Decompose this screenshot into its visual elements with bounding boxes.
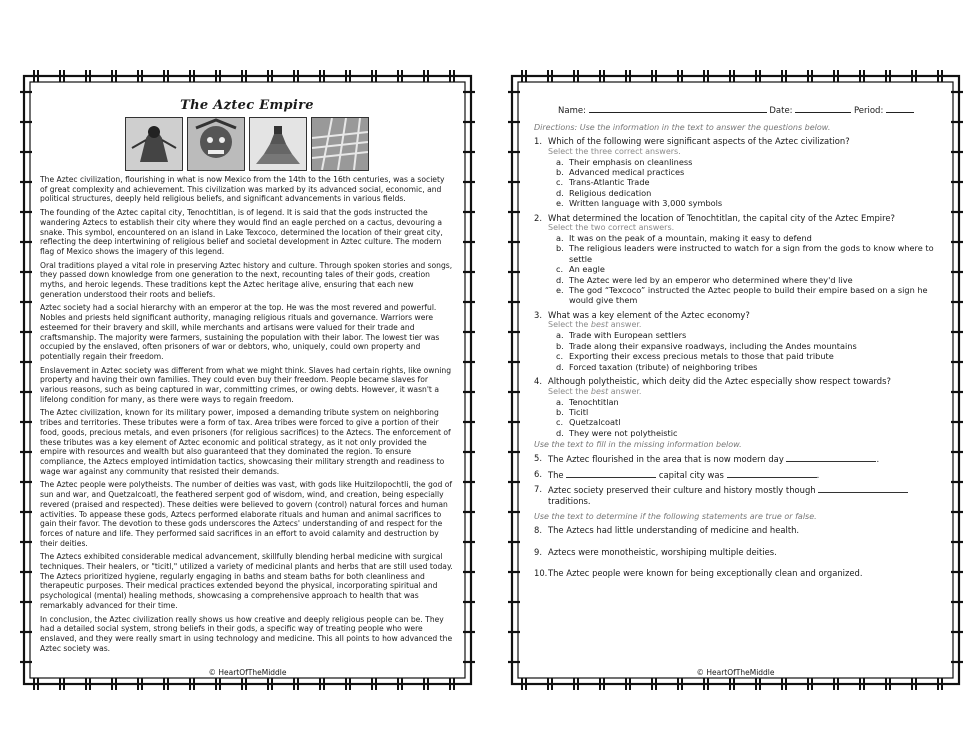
answer-option[interactable]: [556, 351, 934, 361]
option-letter: b.: [556, 340, 564, 351]
option-letter: c.: [556, 177, 564, 188]
option-text: Tenochtitlan: [569, 396, 619, 407]
answer-instruction: Select the best answer.: [548, 320, 642, 330]
option-letter: d.: [556, 187, 564, 198]
question-text: capital city was: [658, 469, 724, 480]
option-text: Quetzalcoatl: [569, 417, 621, 428]
question-text: traditions.: [548, 495, 591, 506]
question-text: Which of the following were significant aspects of the Aztec civilization?: [548, 136, 850, 146]
illustration-strip: [40, 117, 454, 171]
question-text: The: [548, 469, 564, 480]
option-letter: c.: [556, 351, 564, 362]
name-date-period-line: [558, 104, 934, 116]
question-number: 9.: [534, 546, 542, 557]
option-letter: d.: [556, 361, 564, 372]
copyright-footer: © HeartOfTheMiddle: [696, 668, 775, 677]
answer-instruction: Select the best answer.: [548, 386, 642, 396]
answer-instruction: Select the two correct answers.: [548, 223, 675, 233]
aztec-deity-image: [187, 117, 245, 171]
page-title: The Aztec Empire: [180, 98, 314, 113]
option-text: Exporting their excess precious metals to those that paid tribute: [569, 351, 834, 362]
fill-in-directions: Use the text to fill in the missing information below.: [534, 440, 742, 450]
paragraph: The Aztecs exhibited considerable medical advancement, skillfully blending herbal medicine with surgical techniques. Their healers, or "ticitl," utilized a variety of medicinal plants and herbs that are still used today. The Aztecs prioritized hygiene, regularly engaging in baths and steam baths for both cleanliness and therapeutic purposes. Their medical practices extended beyond the physical, incorporating spiritual and psychological (mental) healing methods, showcasing a comprehensive approach to health that was remarkably advanced for their time.: [40, 552, 453, 610]
option-text: Forced taxation (tribute) of neighboring tribes: [569, 361, 758, 372]
option-text: Written language with 3,000 symbols: [569, 198, 723, 209]
question-number: 4.: [534, 376, 542, 386]
paragraph: Aztec society had a social hierarchy with an emperor at the top. He was the most revered and powerful. Nobles and priests held significant authority, managing religious rituals and governance. Warriors were esteemed for their bravery and skill, while merchants and artisans were valued for their trade and craftsmanship. The majority were farmers, sustaining the population with their labor. The lowest tier was occupied by the enslaved, often prisoners of war or debtors, who, uniquely, could own property and potentially regain their freedom.: [40, 303, 440, 361]
answer-option[interactable]: [556, 188, 934, 198]
directions-text: Directions: Use the information in the text to answer the questions below.: [534, 123, 831, 132]
option-letter: d.: [556, 427, 564, 438]
answer-option[interactable]: [556, 330, 934, 340]
true-false-question[interactable]: [534, 547, 934, 558]
answer-option[interactable]: [556, 157, 934, 167]
true-false-directions: Use the text to determine if the following statements are true or false.: [534, 512, 817, 522]
answer-option[interactable]: [556, 264, 934, 274]
option-text: Trans-Atlantic Trade: [569, 177, 650, 188]
option-text: The god “Texcoco” instructed the Aztec people to build their empire based on a sign he would give them: [569, 285, 928, 306]
question-text: What was a key element of the Aztec economy?: [548, 309, 750, 320]
option-letter: a.: [556, 233, 564, 244]
fill-in-question: 5. The Aztec flourished in the area that is now modern day .: [534, 453, 880, 465]
true-false-question[interactable]: [534, 525, 934, 536]
copyright-footer: © HeartOfTheMiddle: [208, 668, 287, 677]
question-block: [534, 136, 934, 209]
answer-blank[interactable]: [566, 469, 656, 478]
option-letter: b.: [556, 406, 564, 417]
option-text: The Aztec were led by an emperor who determined where they'd live: [569, 274, 853, 285]
date-label: Date:: [769, 106, 793, 116]
option-letter: b.: [556, 243, 564, 254]
answer-blank[interactable]: [786, 453, 876, 462]
worksheet-page: [508, 70, 963, 690]
answer-option[interactable]: [556, 233, 934, 243]
option-text: Ticitl: [569, 406, 589, 417]
option-letter: e.: [556, 198, 564, 209]
reading-text: [40, 175, 454, 653]
option-letter: c.: [556, 264, 564, 275]
answer-option[interactable]: [556, 198, 934, 208]
option-letter: a.: [556, 330, 564, 341]
question-block: [534, 376, 934, 438]
question-text: What determined the location of Tenochtitlan, the capital city of the Aztec Empire?: [548, 212, 895, 223]
answer-option[interactable]: [556, 243, 934, 264]
paragraph: In conclusion, the Aztec civilization really shows us how creative and deeply religious people can be. They had a detailed social system, strong beliefs in their gods, a specific way of treating people who were enslaved, and they were really smart in using technology and medicine. This all points to how advanced the Aztec society was.: [40, 614, 453, 653]
option-text: Advanced medical practices: [569, 166, 685, 177]
aztec-warrior-image: [125, 117, 183, 171]
question-block: [534, 213, 934, 306]
name-label: Name:: [558, 106, 586, 116]
option-letter: a.: [556, 396, 564, 407]
tenochtitlan-image: [311, 117, 369, 171]
answer-option[interactable]: [556, 417, 934, 427]
period-label: Period:: [853, 106, 884, 116]
question-text: Aztecs were monotheistic, worshiping multiple deities.: [548, 546, 777, 557]
question-number: 6.: [534, 468, 542, 479]
option-letter: e.: [556, 285, 564, 296]
option-text: It was on the peak of a mountain, making it easy to defend: [569, 233, 812, 244]
reading-content: [40, 96, 454, 668]
true-false-question[interactable]: [534, 568, 934, 579]
name-field[interactable]: [589, 104, 767, 113]
question-number: 1.: [534, 136, 542, 146]
answer-blank[interactable]: [818, 484, 908, 493]
answer-option[interactable]: [556, 177, 934, 187]
paragraph: Enslavement in Aztec society was different from what we might think. Slaves had certain rights, like owning property and having their own families. They could even buy their freedom. People became slaves for various reasons, such as being captured in war, committing crimes, or owing debts. However, it wasn't a lifelong condition for many, as there were ways to regain freedom.: [40, 365, 452, 404]
question-text: The Aztec people were known for being exceptionally clean and organized.: [548, 568, 863, 579]
question-text: Although polytheistic, which deity did the Aztec especially show respect towards?: [548, 376, 891, 386]
fill-in-question: 6. The capital city was .: [534, 468, 820, 480]
question-number: 2.: [534, 212, 542, 223]
option-text: Trade with European settlers: [569, 330, 687, 341]
paragraph: Oral traditions played a vital role in preserving Aztec history and culture. Through spoken stories and songs, they passed down knowledge from one generation to the next, recounting tales of their gods, creation myths, and heroic legends. These traditions kept the Aztec heritage alive, ensuring that each new generation understood their roots and beliefs.: [40, 260, 453, 299]
answer-option[interactable]: [556, 285, 934, 306]
fill-in-question: [534, 484, 934, 506]
option-text: Trade along their expansive roadways, including the Andes mountains: [569, 340, 857, 351]
period-field[interactable]: [886, 104, 914, 113]
option-letter: c.: [556, 417, 564, 428]
question-number: 8.: [534, 525, 542, 536]
option-letter: d.: [556, 274, 564, 285]
option-text: They were not polytheistic: [569, 427, 678, 438]
answer-option[interactable]: [556, 428, 934, 438]
answer-option[interactable]: [556, 397, 934, 407]
reading-page: [20, 70, 475, 690]
answer-blank[interactable]: [727, 469, 817, 478]
option-text: The religious leaders were instructed to watch for a sign from the gods to know where to settle: [569, 243, 934, 264]
answer-option[interactable]: [556, 407, 934, 417]
option-text: An eagle: [569, 264, 605, 275]
paragraph: The Aztec civilization, known for its military power, imposed a demanding tribute system on neighboring tribes and territories. These tributes were a form of tax. Area tribes were forced to give a portion of their food, goods, precious metals, and even prisoners (for religious sacrifices) to the Aztecs. The enforcement of these tributes was a key element of Aztec economic and political strategy, as it not only provided the empire with resources and wealth but also guaranteed that they dominated the region. To ensure compliance, the Aztecs employed intimidation tactics, showcasing their military strength and readiness to wage war against any community that resisted their demands.: [40, 408, 451, 476]
paragraph: The Aztec people were polytheists. The number of deities was vast, with gods like Huitzilopochtli, the god of sun and war, and Quetzalcoatl, the feathered serpent god of wisdom, wind, and creation, being especially revered (praised and respected). These deities were believed to govern (control) natural forces and human activities. To appease these gods, Aztecs performed elaborate rituals and human and animal sacrifices to gain their favor. The devotion to these gods underscores the Aztecs' understanding of and respect for the forces of nature and life. They performed said sacrifices in an effort to avoid calamity and destruction by their deities.: [40, 480, 453, 548]
worksheet-content: [534, 104, 934, 579]
answer-option[interactable]: [556, 362, 934, 372]
question-text: The Aztecs had little understanding of medicine and health.: [548, 525, 800, 536]
answer-option[interactable]: [556, 167, 934, 177]
aztec-pyramid-image: [249, 117, 307, 171]
answer-option[interactable]: [556, 275, 934, 285]
option-text: Religious dedication: [569, 187, 652, 198]
option-letter: b.: [556, 166, 564, 177]
paragraph: The founding of the Aztec capital city, Tenochtitlan, is of legend. It is said that the gods instructed the wandering Aztecs to establish their city where they would find an eagle perched on a cactus, devouring a snake. This symbol, encountered on an island in Lake Texcoco, determined the location of their great city, reflecting the deep intertwining of religious belief and societal development in Aztec culture. The modern flag of Mexico shows the imagery of this legend.: [40, 208, 443, 256]
option-text: Their emphasis on cleanliness: [569, 156, 693, 167]
question-number: 5.: [534, 453, 542, 464]
answer-instruction: Select the three correct answers.: [548, 146, 681, 156]
question-number: 10.: [534, 568, 548, 579]
question-text: Aztec society preserved their culture and history mostly though: [548, 485, 816, 496]
date-field[interactable]: [795, 104, 851, 113]
option-letter: a.: [556, 156, 564, 167]
paragraph: The Aztec civilization, flourishing in what is now Mexico from the 14th to the 16th centuries, was a society of great complexity and achievement. This civilization was marked by its advanced social, economic, and political structures, deeply held religious beliefs, and significant advancements in various fields.: [40, 175, 445, 204]
question-block: [534, 310, 934, 372]
question-number: 3.: [534, 309, 542, 320]
question-number: 7.: [534, 484, 542, 495]
question-text: The Aztec flourished in the area that is now modern day: [548, 454, 784, 465]
answer-option[interactable]: [556, 341, 934, 351]
